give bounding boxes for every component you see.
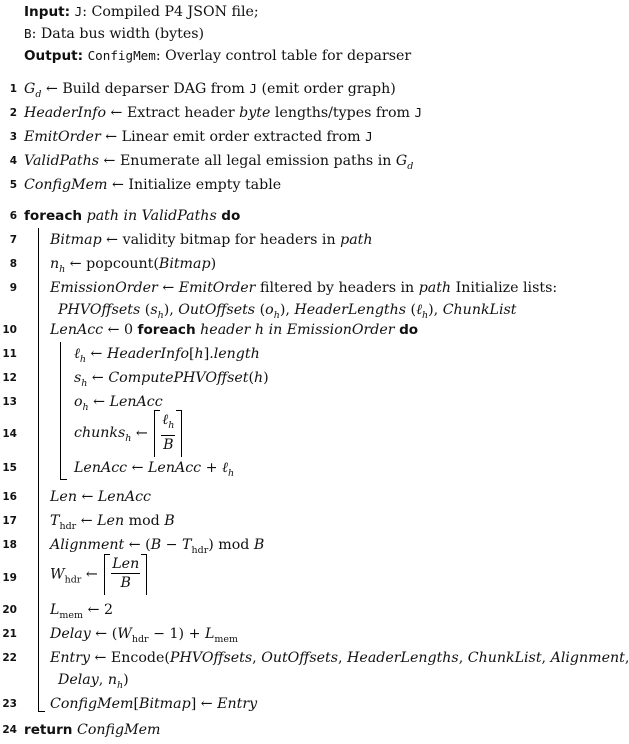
algorithm-line: 17 $T_{hdr}$ ← Len mod B [2, 513, 175, 532]
algorithm-line: 15 LenAcc ← LenAcc + ℓ$_h$ [2, 460, 235, 479]
algorithm-line: 21 Delay ← $(W_{hdr} - 1) + L_{mem}$ [2, 626, 239, 645]
output-line: Output: ConfigMem: Overlay control table for deparser [24, 48, 412, 64]
algorithm-line: 16 Len ← LenAcc [2, 489, 151, 505]
algorithm-line: 2 HeaderInfo ← Extract header byte lengths/types from J [9, 105, 423, 121]
algorithm-line: 13 $o_h$ ← LenAcc [2, 394, 163, 413]
algorithm-line: 3 EmitOrder ← Linear emit order extracted from J [9, 129, 373, 145]
algorithm-line-continuation: PHVOffsets $(s_h)$, OutOffsets $(o_h)$, HeaderLengths (ℓ$_h$), ChunkList [58, 302, 517, 321]
algorithm-line: 1 $G_d$ ← Build deparser DAG from J (emit order graph) [9, 81, 396, 100]
algorithm-line: 23 ConfigMem[Bitmap] ← Entry [2, 696, 258, 712]
algorithm-line: 5 ConfigMem ← Initialize empty table [9, 177, 282, 193]
algorithm-line: 4 ValidPaths ← Enumerate all legal emission paths in $G_d$ [9, 153, 414, 172]
algorithm-line: 18 Alignment ← $(B - T_{hdr})$ mod B [2, 537, 265, 556]
algorithm-line: 8 $n_h$ ← popcount(Bitmap) [9, 256, 217, 275]
algorithm-line: 14 chunks$_h$ ← $\frac{\ell_h}{B}$ [0, 422, 625, 450]
algorithm-line-continuation: Delay, $n_h$) [58, 672, 129, 691]
algorithm-line: 10 LenAcc ← 0 foreach header h in EmissionOrder do [2, 322, 419, 338]
input-line: Input: J: Compiled P4 JSON file; [24, 4, 259, 20]
algorithm-line: 12 $s_h$ ← ComputePHVOffset(h) [2, 370, 269, 389]
algorithm-line: 19 $W_{hdr}$ ← $\frac{\text{Len}}{B}$ [0, 566, 625, 594]
algorithm-line: 20 $L_{mem}$ ← 2 [2, 602, 113, 621]
algorithm-line: 22 Entry ← Encode(PHVOffsets, OutOffsets, HeaderLengths, ChunkList, Alignment, [2, 650, 629, 666]
algorithm-line: 11 ℓ$_h$ ← HeaderInfo[h].length [2, 346, 260, 365]
algorithm-line: 9 EmissionOrder ← EmitOrder filtered by headers in path Initialize lists: [9, 280, 558, 296]
algorithm-line: 6 foreach path in ValidPaths do [9, 208, 241, 224]
input-line-2: B: Data bus width (bytes) [24, 26, 205, 42]
algorithm-line: 24 return ConfigMem [2, 722, 161, 738]
algorithm-line: 7 Bitmap ← validity bitmap for headers in path [9, 232, 373, 248]
